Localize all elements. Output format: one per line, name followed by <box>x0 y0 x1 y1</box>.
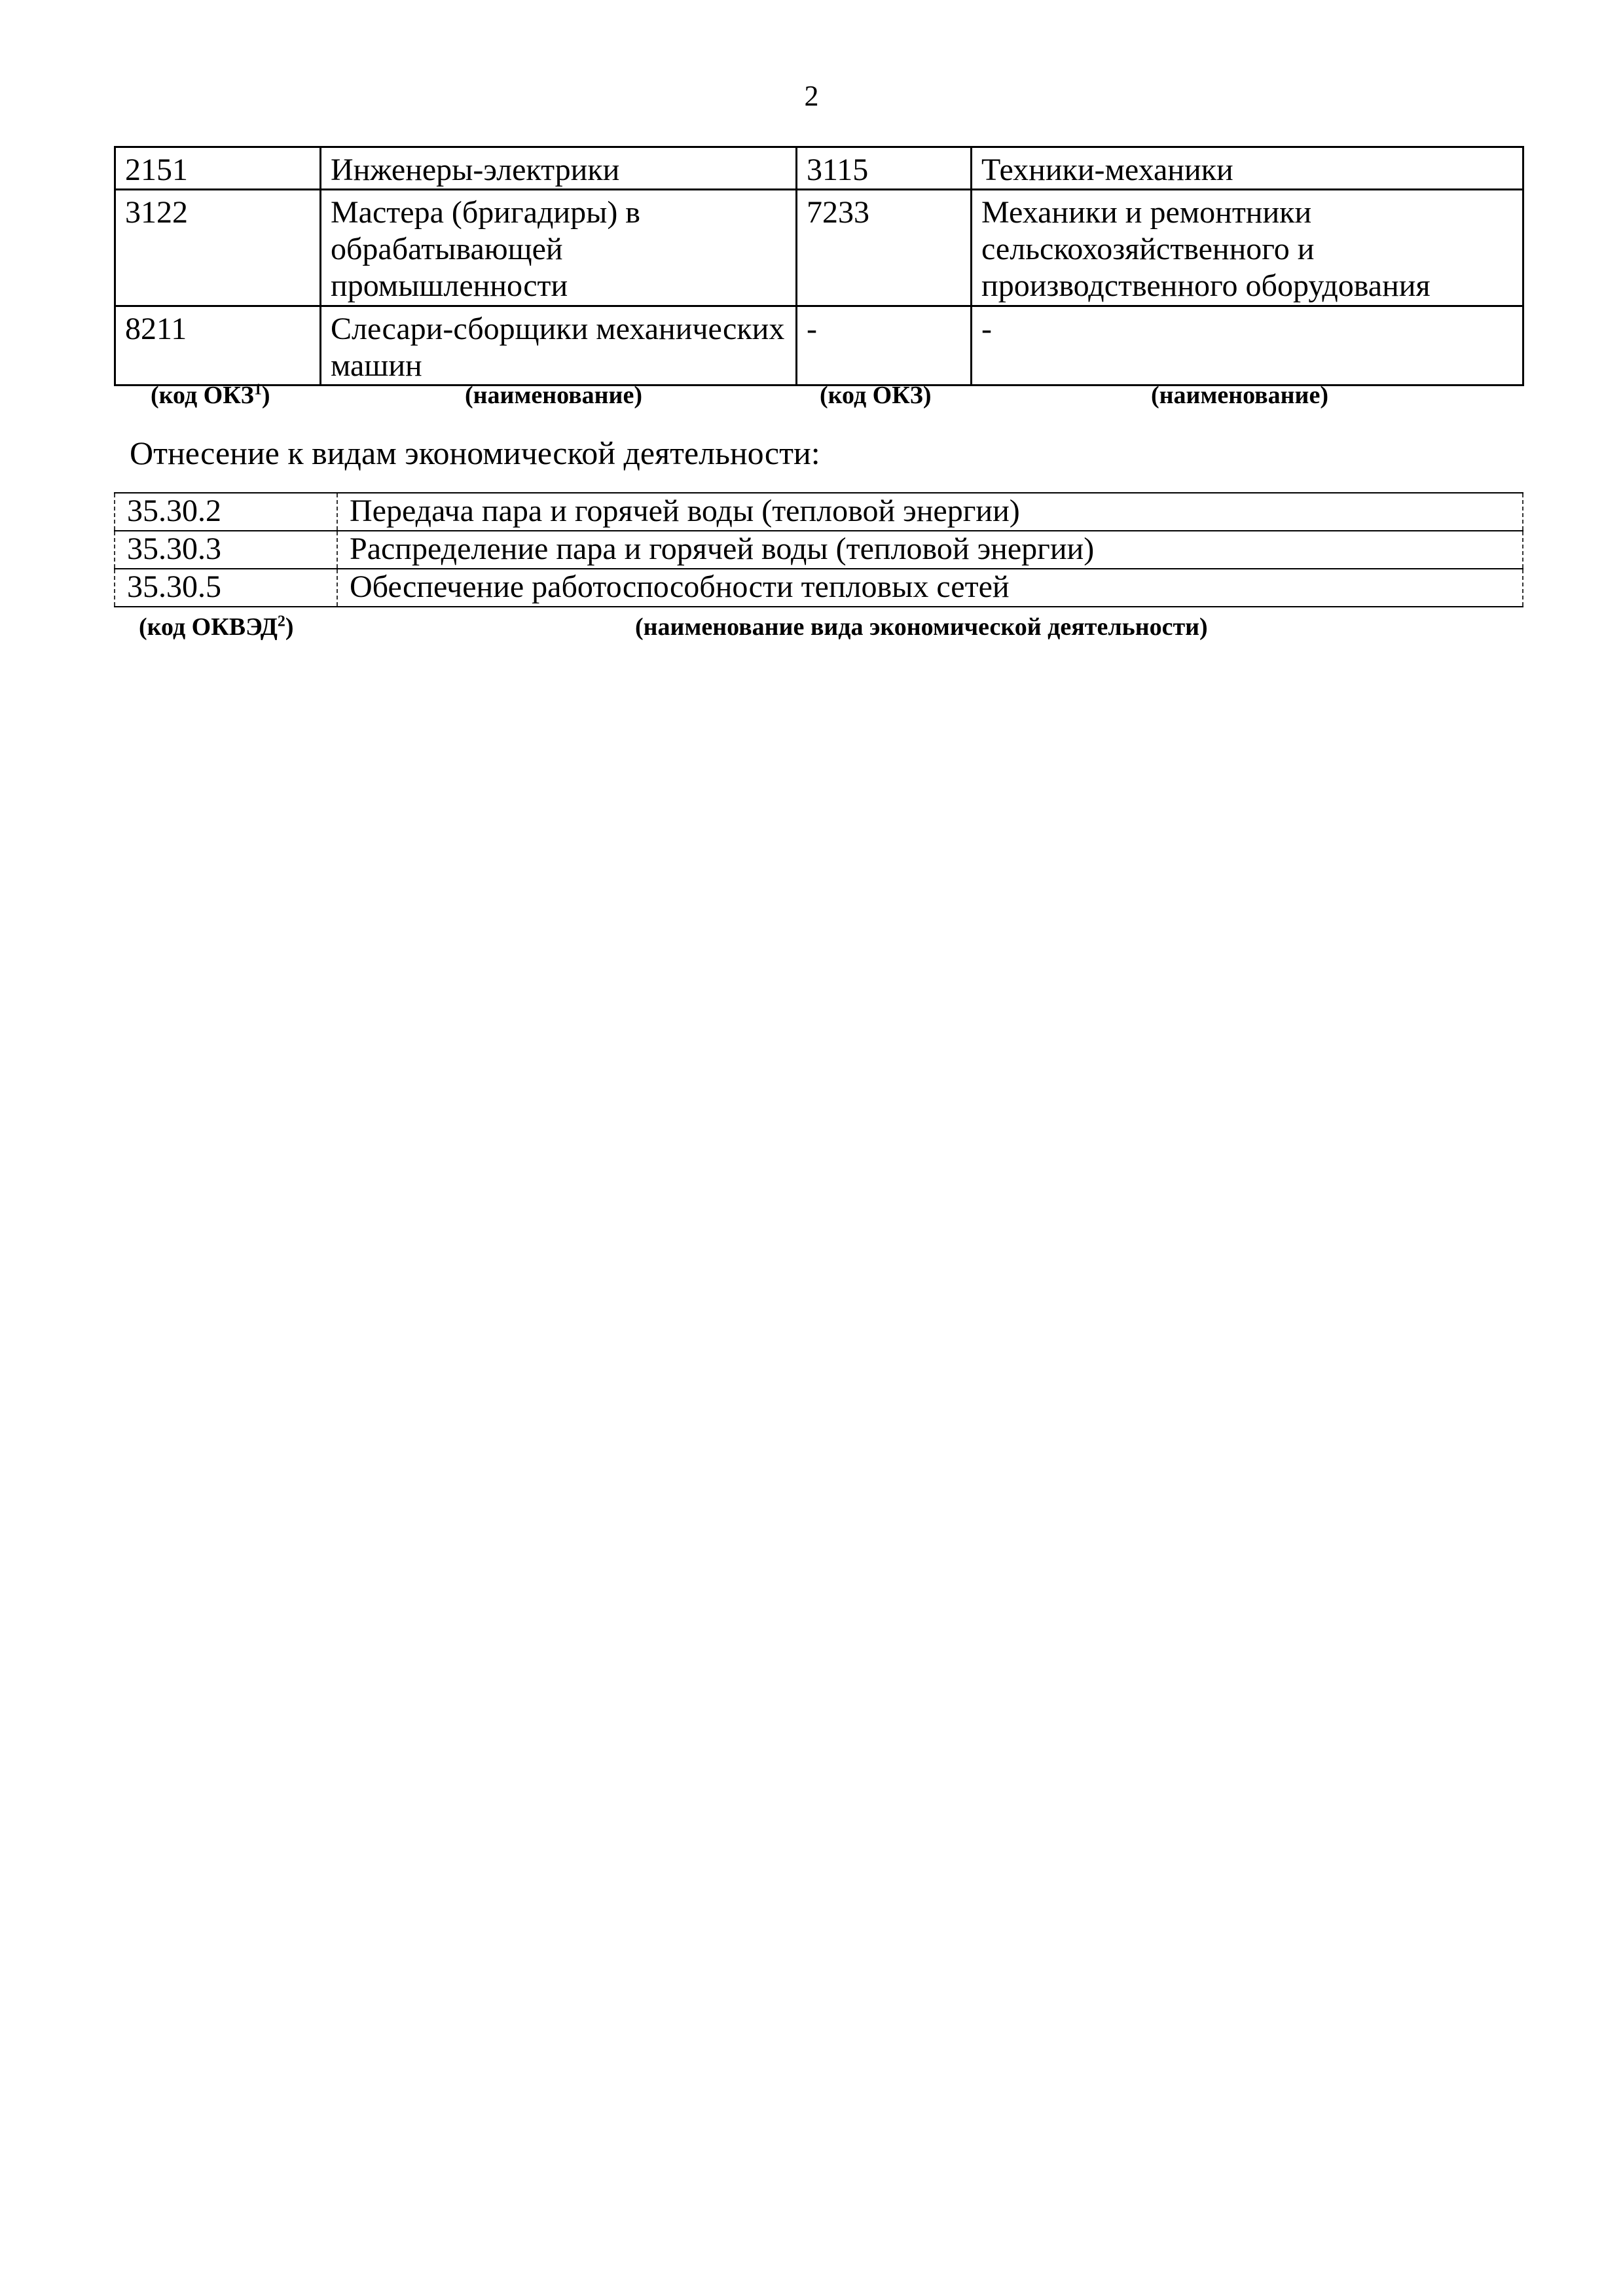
page-number: 2 <box>804 80 819 112</box>
okz-code-cell: - <box>797 306 972 386</box>
okz-code-caption: (код ОКЗ$^1$) <box>151 381 270 409</box>
okz-code-cell: 3122 <box>115 190 321 306</box>
okved-code-cell: 35.30.3 <box>115 531 337 569</box>
okved-code-cell: 35.30.2 <box>115 493 337 531</box>
okz-code-cell: 8211 <box>115 306 321 386</box>
section-heading: Отнесение к видам экономической деятельности: <box>130 435 820 471</box>
okz-name-cell: Мастера (бригадиры) в обрабатывающей промышленности <box>321 190 797 306</box>
okz-name-caption: (наименование) <box>465 382 642 409</box>
table-row <box>115 190 1523 306</box>
okz-name-cell: Техники-механики <box>972 147 1523 190</box>
okz-code-cell: 2151 <box>115 147 321 190</box>
table-row <box>115 306 1523 386</box>
okved-code-caption: (код ОКВЭД$^2$) <box>139 613 294 641</box>
okz-code-cell: 7233 <box>797 190 972 306</box>
okz-code-caption-2: (код ОКЗ) <box>820 382 932 409</box>
okz-name-cell: Инженеры-электрики <box>321 147 797 190</box>
okved-code-cell: 35.30.5 <box>115 569 337 607</box>
okz-name-caption-2: (наименование) <box>1151 382 1328 409</box>
okz-name-cell: Механики и ремонтники сельскохозяйственного и производственного оборудования <box>972 190 1523 306</box>
okz-name-cell: Слесари-сборщики механических машин <box>321 306 797 386</box>
okz-occupations-table <box>114 146 1524 386</box>
table-row <box>115 493 1523 531</box>
table-row <box>115 569 1523 607</box>
okved-name-cell: Обеспечение работоспособности тепловых сетей <box>337 569 1523 607</box>
table-row <box>115 531 1523 569</box>
okved-name-cell: Распределение пара и горячей воды (тепловой энергии) <box>337 531 1523 569</box>
okz-code-cell: 3115 <box>797 147 972 190</box>
footnote-marker: 1 <box>253 381 262 399</box>
table-row <box>115 147 1523 190</box>
okved-name-caption: (наименование вида экономической деятельности) <box>635 613 1208 641</box>
okved-name-cell: Передача пара и горячей воды (тепловой энергии) <box>337 493 1523 531</box>
okz-name-cell: - <box>972 306 1523 386</box>
okved-activities-table <box>114 492 1523 607</box>
footnote-marker: 2 <box>277 613 285 630</box>
